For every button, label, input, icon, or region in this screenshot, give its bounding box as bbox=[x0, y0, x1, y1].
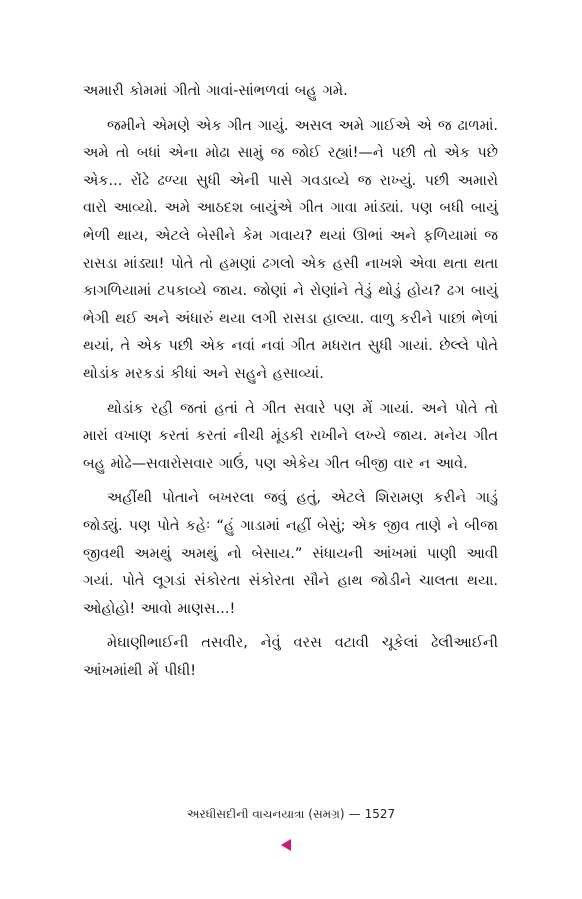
body-text bbox=[83, 78, 498, 692]
paragraph-5: મેઘાણીભાઈની તસવીર, નેવું વરસ વટાવી ચૂકેલાં ઢેલીઆઈની આંખમાંથી મેં પીધી! bbox=[83, 635, 498, 679]
paragraph-3: થોડાંક રહી જતાં હતાં તે ગીત સવારે પણ મેં ગાયાં. અને પોતે તો મારાં વખાણ કરતાં કરતાં નીચી મૂંડકી રાખીને લખ્યે જાય. મનેય ગીત બહુ મોઢે—સવારોસવાર ગાઉં, પણ એકેય ગીત બીજી વાર ન આવે. bbox=[83, 400, 498, 472]
footer-separator: — bbox=[348, 807, 361, 821]
paragraph-1: અમારી કોમમાં ગીતો ગાવાં-સાંભળવાં બહુ ગમે. bbox=[83, 83, 348, 99]
previous-page-triangle-left-icon[interactable] bbox=[281, 839, 291, 851]
page-number: 1527 bbox=[364, 807, 396, 821]
page-footer bbox=[0, 806, 582, 822]
paragraph-2: જમીને એમણે એક ગીત ગાયું. અસલ અમે ગાઈએ એ જ ઢાળમાં. અમે તો બધાં એના મોઢા સામું જ જોઈ રહ્યાં!—ને પછી તો એક પછે એક... રોંઢે ઢળ્યા સુધી એની પાસે ગવડાવ્યે જ રાખ્યું. પછી અમારો વારો આવ્યો. અમે આઠદશ બાયુંએ ગીત ગાવા માંડ્યાં. પણ બધી બાયું ભેળી થાય, એટલે બેસીને કેમ ગવાય? થયાં ઊભાં અને ફળિયામાં જ રાસડા માંડ્યા! પોતે તો હમણાં ઢગલો એક હસી નાખશે એવા થતા થતા કાગળિયામાં ટપકાવ્યે જાય. જોણાં ને રોણાંને તેડું થોડું હોય? ઢગ બાયું ભેગી થઈ અને અંધારું થયા લગી રાસડા હાલ્યા. વાળુ કરીને પાછાં ભેળાં થયાં, તે એક પછી એક નવાં નવાં ગીત મધરાત સુધી ગાયાં. છેલ્લે પોતે થોડાંક મરકડાં કીધાં અને સહુને હસાવ્યાં. bbox=[83, 117, 498, 382]
book-title: અરધીસદીની વાચનયાત્રા (સમગ્ર) bbox=[186, 807, 345, 821]
paragraph-4: અહીંથી પોતાને બખરલા જવું હતું, એટલે શિરામણ કરીને ગાડું જોડ્યું. પણ પોતે કહેઃ “હું ગાડામાં નહીં બેસું; એક જીવ તાણે ને બીજા જીવથી અમથું અમથું નો બેસાય.” સંધાયની આંખમાં પાણી આવી ગયાં. પોતે લૂગડાં સંકોરતા સંકોરતા સૌને હાથ જોડીને ચાલતા થયા. ઓહોહો! આવો માણસ...! bbox=[83, 490, 498, 617]
